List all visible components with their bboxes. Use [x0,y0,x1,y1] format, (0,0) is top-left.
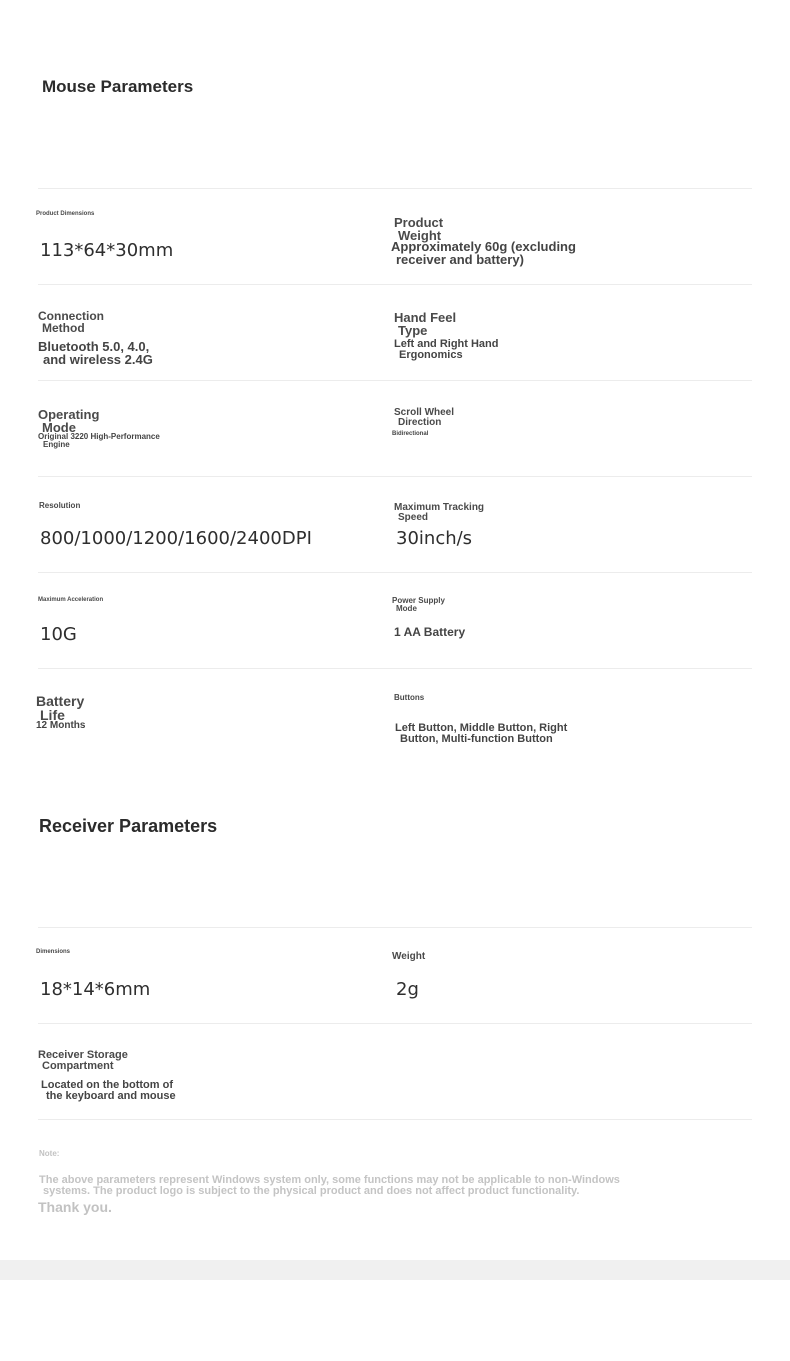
divider [38,927,752,928]
spec-label-maximum-acceleration: Maximum Acceleration [38,597,104,603]
divider [38,284,752,285]
spec-value-resolution: 800/1000/1200/1600/2400DPI [40,528,312,549]
spec-label-receiver-dimensions: Dimensions [36,949,71,955]
spec-label-scroll-wheel-direction: Scroll Wheel Direction [394,407,455,428]
spec-value-product-weight: Approximately 60g (excluding receiver and battery) [391,239,576,267]
note-text: The above parameters represent Windows system only, some functions may not be applicable to non-Windows systems. The product logo is subject to the physical product and does not affect product functionality. [39,1174,620,1197]
spec-label-receiver-storage-compartment: Receiver Storage Compartment [38,1049,128,1072]
divider [38,476,752,477]
spec-value-operating-mode: Original 3220 High-Performance Engine [38,432,160,449]
divider [38,572,752,573]
spec-label-product-dimensions: Product Dimensions [36,211,95,217]
spec-label-product-weight: Product Weight [394,215,444,243]
spec-value-receiver-dimensions: 18*14*6mm [40,979,151,1000]
spec-label-operating-mode: Operating Mode [38,407,100,435]
spec-value-product-dimensions: 113*64*30mm [40,240,174,261]
divider [38,380,752,381]
spec-value-buttons: Left Button, Middle Button, Right Button, Multi-function Button [395,722,568,745]
spec-label-battery-life: Battery Life [36,693,85,723]
spec-label-hand-feel-type: Hand Feel Type [394,310,457,338]
divider [38,1023,752,1024]
spec-value-hand-feel-type: Left and Right Hand Ergonomics [394,338,499,361]
spec-value-power-supply-mode: 1 AA Battery [394,625,466,639]
note-label: Note: [39,1149,60,1158]
spec-value-maximum-acceleration: 10G [40,624,77,645]
divider [38,1119,752,1120]
receiver-parameters-title: Receiver Parameters [39,816,218,836]
mouse-parameters-title: Mouse Parameters [42,77,194,96]
divider [38,188,752,189]
spec-label-resolution: Resolution [39,501,81,510]
spec-label-power-supply-mode: Power Supply Mode [392,596,445,613]
spec-label-buttons: Buttons [394,693,425,702]
spec-value-connection-method: Bluetooth 5.0, 4.0, and wireless 2.4G [38,339,153,367]
spec-value-battery-life: 12 Months [36,720,86,731]
spec-label-connection-method: Connection Method [38,309,104,335]
divider [38,668,752,669]
thank-you-text: Thank you. [38,1199,112,1215]
spec-value-receiver-storage-compartment: Located on the bottom of the keyboard and mouse [41,1079,176,1102]
footer-bar [0,1260,790,1280]
spec-label-receiver-weight: Weight [392,951,426,962]
spec-value-maximum-tracking-speed: 30inch/s [396,528,473,549]
spec-label-maximum-tracking-speed: Maximum Tracking Speed [394,502,485,523]
spec-value-scroll-wheel-direction: Bidirectional [392,431,429,437]
spec-value-receiver-weight: 2g [396,979,419,1000]
